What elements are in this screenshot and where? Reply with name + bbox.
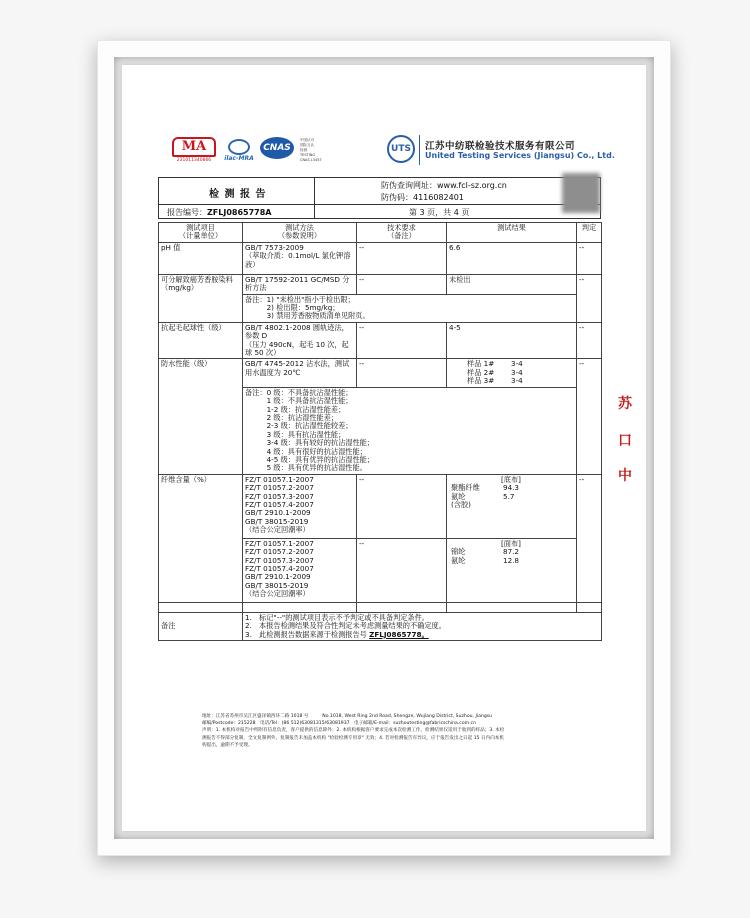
cnas-caption-line: CNAS L3457 [300,158,322,162]
requirement-cell: -- [357,242,447,274]
empty-cell [243,602,357,612]
cnas-caption-line: 中国认可 [300,138,314,142]
method-cell: FZ/T 01057.1-2007 FZ/T 01057.2-2007 FZ/T 01057.3-2007 FZ/T 01057.4-2007 GB/T 2910.1-2009 GB/T 38015-2019 （结合公定回潮率） [243,538,357,602]
fiber-value: 94.3 [503,483,520,493]
fiber-results [451,484,574,509]
method-cell: FZ/T 01057.1-2007 FZ/T 01057.2-2007 FZ/T 01057.3-2007 FZ/T 01057.4-2007 GB/T 2910.1-2009 GB/T 38015-2019 （结合公定回潮率） [243,474,357,538]
verification-site: 防伪查询网址：www.fcl-sz.org.cn [381,181,507,190]
method-cell: GB/T 4745-2012 沾水法，测试用水温度为 20℃ [243,359,357,387]
cma-mark: MA [172,137,216,157]
report-number-label: 报告编号： [167,208,207,217]
fiber-value: 87.2 [503,547,520,557]
fiber-value: 5.7 [503,491,515,501]
col-header-method: 测试方法 （参数说明） [243,223,357,243]
col-header-result: 测试结果 [447,223,577,243]
table-row [159,274,602,294]
remarks-row [159,612,602,640]
judgement-cell: -- [577,242,602,274]
page-indicator: 第 3 页，共 4 页 [409,208,470,217]
result-cell [447,474,577,538]
remark-line: 2. 本报告检测结果及符合性判定未考虑测量结果的不确定度。 [245,621,446,631]
sample-value: 3-4 [511,359,523,369]
fiber-value [503,501,533,509]
requirement-cell: -- [357,322,447,359]
col-header-requirement: 技术要求 （备注） [357,223,447,243]
note-cell: 备注：0 级：不具备抗沾湿性能； 1 级：不具备抗沾湿性能； 1-2 级：抗沾湿性能差； 2 级：抗沾湿性能差； 2-3 级：抗沾湿性能较差； 3 级：具有抗沾湿性能； 3-4 级：具有较好的抗沾湿性能； 4 级：具有很好的抗沾湿性能； 4-5 级：具有优异的抗沾湿性能； 5 级：具有优异的抗沾湿性能。 [243,387,577,474]
uts-logo-icon: UTS [387,135,415,163]
empty-cell [159,602,243,612]
judgement-cell: -- [577,359,602,474]
cnas-badge: CNAS [260,137,294,159]
sample-value: 3-4 [511,376,523,386]
sample-value: 3-4 [511,367,523,377]
footer-statement: 测报告不得部分复制，全文复制例外，复制报告未加盖本机构 "检验检测专用章" 无效；4. 若对检测报告有异议，应于报告发出之日起 15 日内向本机 [202,735,504,741]
judgement-cell: -- [577,274,602,322]
report-footer [202,713,602,749]
method-cell: GB/T 17592-2011 GC/MSD 分析方法 [243,274,357,294]
remarks-cell [243,612,602,640]
footer-statement: 构提出，逾期不予受理。 [202,742,253,748]
remarks-label: 备注 [159,612,243,640]
requirement-cell: -- [357,274,447,294]
stamp-fragment: 口 [618,433,632,449]
item-cell: 抗起毛起球性（级） [159,322,243,359]
ilac-mra-logo [222,139,256,165]
ilac-label: ilac-MRA [224,155,254,162]
item-cell: pH 值 [159,242,243,274]
cnas-caption [300,138,330,163]
item-cell: 可分解致癌芳香胺染料（mg/kg） [159,274,243,322]
fiber-name: 聚酯纤维 [451,483,480,493]
remark-text: 3. 此检测报告数据来源于检测报告号 [245,629,370,639]
result-cell [447,359,577,387]
table-row [159,359,602,387]
result-cell [447,538,577,602]
report-title: 检 测 报 告 [209,189,267,200]
item-cell: 纤维含量（%） [159,474,243,602]
ilac-globe-icon [228,139,250,155]
sample-results [467,360,574,385]
footer-address: 地址：江苏省苏州市吴江区盛泽镇西环二路 1018 号 No.1018, West Ring 2nd Road, Shengze, Wujiang District, Suzhou, Jiangsu [202,714,493,719]
logo-divider [419,135,420,165]
requirement-cell: -- [357,538,447,602]
test-results-table [158,222,602,641]
cnas-caption-line: TESTING [300,153,316,157]
cnas-caption-line: 检测 [300,148,307,152]
fiber-name: 锦纶 [451,547,466,557]
result-cell: 4-5 [447,322,577,359]
table-row [159,242,602,274]
result-cell: 未检出 [447,274,577,294]
fabric-part-label: [面布] [501,538,521,548]
fiber-results [451,548,574,565]
method-cell: GB/T 4802.1-2008 圆轨迹法，参数 D （压力 490cN，起毛 10 次，起球 50 次） [243,322,357,359]
remark-line: 1. 标记"--"的测试项目表示不予判定或不具备判定条件。 [245,612,429,622]
company-name-cn: 江苏中纺联检验技术服务有限公司 [425,141,576,152]
company-logo [387,135,627,169]
fiber-name: 氨纶 [451,491,466,501]
footer-statement: 声明：1. 本机构对报告中所附有信息负责，客户提供的信息除外；2. 本机构根据客户要求完成本次检测工作，检测结果仅适用于收到的样品；3. 本检 [202,728,505,734]
method-cell: GB/T 7573-2009 （萃取介质：0.1mol/L 氯化钾溶液） [243,242,357,274]
requirement-cell: -- [357,359,447,387]
table-row [159,474,602,538]
requirement-cell: -- [357,474,447,538]
empty-cell [447,602,577,612]
cma-number: 231011340866 [176,158,212,163]
anti-counterfeit-code: 防伪码：4116082401 [381,193,464,202]
cnas-caption-line: 国际互认 [300,143,314,147]
report-number [167,207,272,218]
table-header-row [159,223,602,243]
report-number-value: ZFLJ0865778A [207,208,272,217]
sample-name: 样品 3# [467,376,495,386]
cnas-logo [260,137,296,165]
empty-cell [577,602,602,612]
judgement-cell: -- [577,322,602,359]
sample-name: 样品 2# [467,367,495,377]
fiber-value: 12.8 [503,555,520,565]
stamp-fragment: 苏 [618,396,632,412]
judgement-cell: -- [577,474,602,602]
seal-stamp-edge [616,385,632,495]
col-header-judgement: 判定 [577,223,602,243]
note-cell: 备注：1) "未检出"指小于检出限； 2) 检出限：5mg/kg； 3) 禁用芳香胺物质清单见附页。 [243,294,577,322]
fiber-name: 氨纶 [451,555,466,565]
sample-name: 样品 1# [467,359,495,369]
fabric-part-label: [底布] [501,474,521,484]
item-cell: 防水性能（级） [159,359,243,474]
empty-cell [357,602,447,612]
source-report-number: ZFLJ0865778。 [369,629,429,639]
col-header-item: 测试项目 （计量单位） [159,223,243,243]
result-cell: 6.6 [447,242,577,274]
redacted-qr-code [562,173,600,213]
stamp-fragment: 中 [618,468,632,484]
cma-logo [172,137,216,165]
fiber-name: (含胶) [451,499,471,509]
spacer-row [159,602,602,612]
company-name-en: United Testing Services (Jiangsu) Co., Ltd. [425,151,615,160]
report-page [122,65,646,831]
table-row [159,322,602,359]
report-header-box [158,177,601,219]
remark-line [245,631,599,639]
footer-contact: 邮编/Postcode：215228 电话/Tel：(86 512)63081315/63081937 电子邮箱/E-mail：suzhoutesting@fabricschina.com.cn [202,721,476,727]
